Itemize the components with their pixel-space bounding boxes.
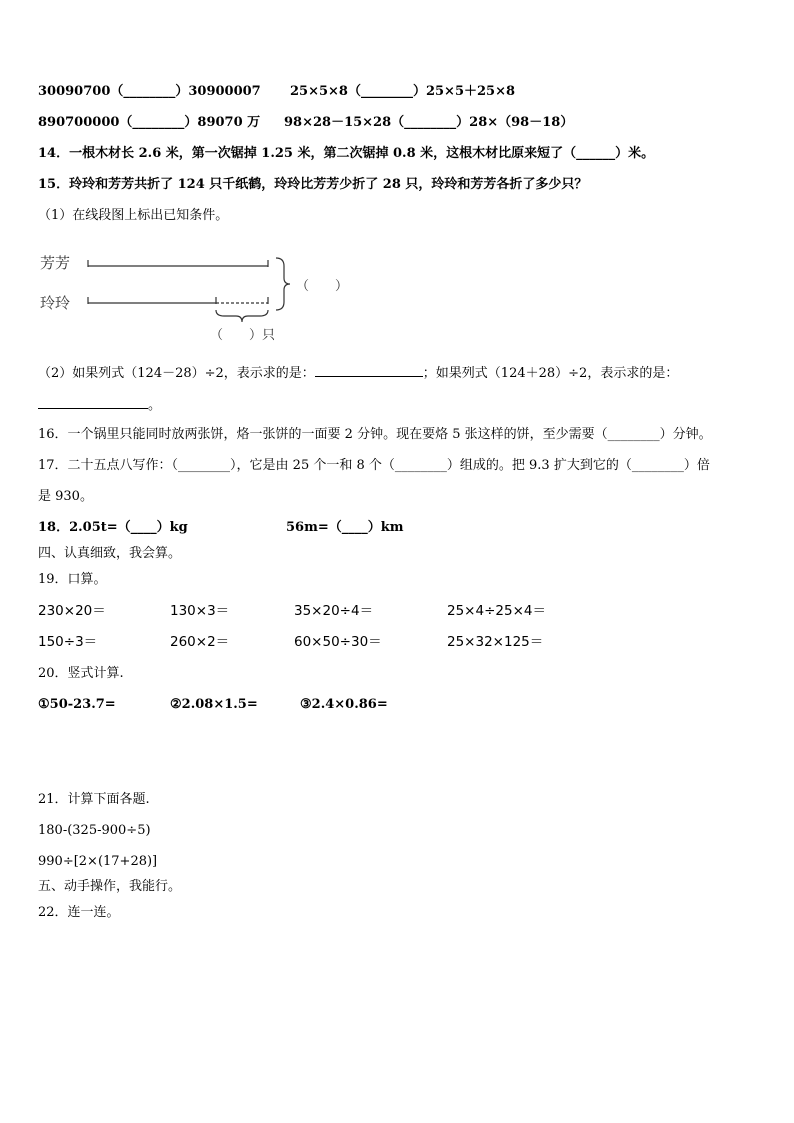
- question-22: 22．连一连。: [38, 905, 120, 920]
- diagram-difference-blank: （ ）只: [210, 328, 276, 343]
- section-5-heading: 五、动手操作，我能行。: [38, 879, 182, 894]
- oral-calc-item: 35×20÷4＝: [294, 603, 374, 619]
- oral-calc-item: 230×20＝: [38, 603, 106, 619]
- question-16: 16．一个锅里只能同时放两张饼，烙一张饼的一面要 2 分钟。现在要烙 5 张这样的饼，至少需要（________）分钟。: [38, 427, 712, 442]
- vertical-calc-item: ③2.4×0.86=: [300, 697, 388, 712]
- question-19-title: 19．口算。: [38, 572, 107, 587]
- question-18-left: 18．2.05t=（____）kg: [38, 520, 188, 535]
- vertical-calc-item: ②2.08×1.5=: [170, 697, 258, 712]
- question-15-stem: 15．玲玲和芳芳共折了 124 只千纸鹤，玲玲比芳芳少折了 28 只，玲玲和芳芳各折了多少只？: [38, 177, 588, 192]
- vertical-calc-row: [38, 697, 458, 713]
- oral-calc-item: 260×2＝: [170, 634, 230, 650]
- question-14: 14．一根木材长 2.6 米，第一次锯掉 1.25 米，第二次锯掉 0.8 米，这根木材比原来短了（______）米。: [38, 146, 655, 161]
- compare-2-left: 890700000（________）89070 万: [38, 115, 261, 130]
- oral-calc-item: 130×3＝: [170, 603, 230, 619]
- question-15-part-2-cont: [38, 396, 161, 414]
- question-15-part-2: [38, 364, 678, 382]
- compare-row-2: [38, 115, 574, 131]
- oral-calc-row-1: [38, 603, 598, 621]
- question-21-expr-1: 180-(325-900÷5): [38, 823, 151, 838]
- line-segment-diagram: [38, 250, 368, 350]
- question-21-title: 21．计算下面各题.: [38, 792, 150, 807]
- compare-2-right: 98×28－15×28（________）28×（98－18）: [284, 115, 574, 130]
- compare-1-right: 25×5×8（________）25×5＋25×8: [290, 84, 516, 99]
- part-2-text-a: （2）如果列式（124－28）÷2，表示求的是：: [38, 366, 315, 381]
- question-18-right: 56m=（____）km: [286, 520, 404, 535]
- oral-calc-row-2: [38, 634, 598, 652]
- diagram-label-fangfang: 芳芳: [40, 254, 71, 272]
- part-2-end: 。: [148, 398, 162, 413]
- answer-blank[interactable]: [38, 396, 148, 409]
- compare-1-left: 30090700（________）30900007: [38, 84, 261, 99]
- answer-blank[interactable]: [315, 364, 423, 377]
- oral-calc-item: 150÷3＝: [38, 634, 98, 650]
- compare-row-1: [38, 84, 516, 100]
- part-2-text-b: ；如果列式（124＋28）÷2，表示求的是：: [422, 366, 679, 381]
- diagram-total-blank: （ ）: [296, 279, 349, 294]
- oral-calc-item: 60×50÷30＝: [294, 634, 382, 650]
- oral-calc-item: 25×32×125＝: [447, 634, 544, 650]
- question-17-line-1: 17．二十五点八写作：（________），它是由 25 个一和 8 个（________）组成的。把 9.3 扩大到它的（________）倍: [38, 458, 710, 473]
- question-17-line-2: 是 930。: [38, 489, 93, 504]
- question-21-expr-2: 990÷[2×(17+28)]: [38, 854, 158, 869]
- question-15-part-1: （1）在线段图上标出已知条件。: [38, 208, 229, 223]
- diagram-label-lingling: 玲玲: [40, 294, 71, 312]
- diagram-lines: [38, 250, 368, 350]
- question-18: [38, 520, 404, 536]
- section-4-heading: 四、认真细致，我会算。: [38, 546, 182, 561]
- oral-calc-item: 25×4÷25×4＝: [447, 603, 546, 619]
- vertical-calc-item: ①50-23.7=: [38, 697, 116, 712]
- question-20-title: 20．竖式计算.: [38, 666, 124, 681]
